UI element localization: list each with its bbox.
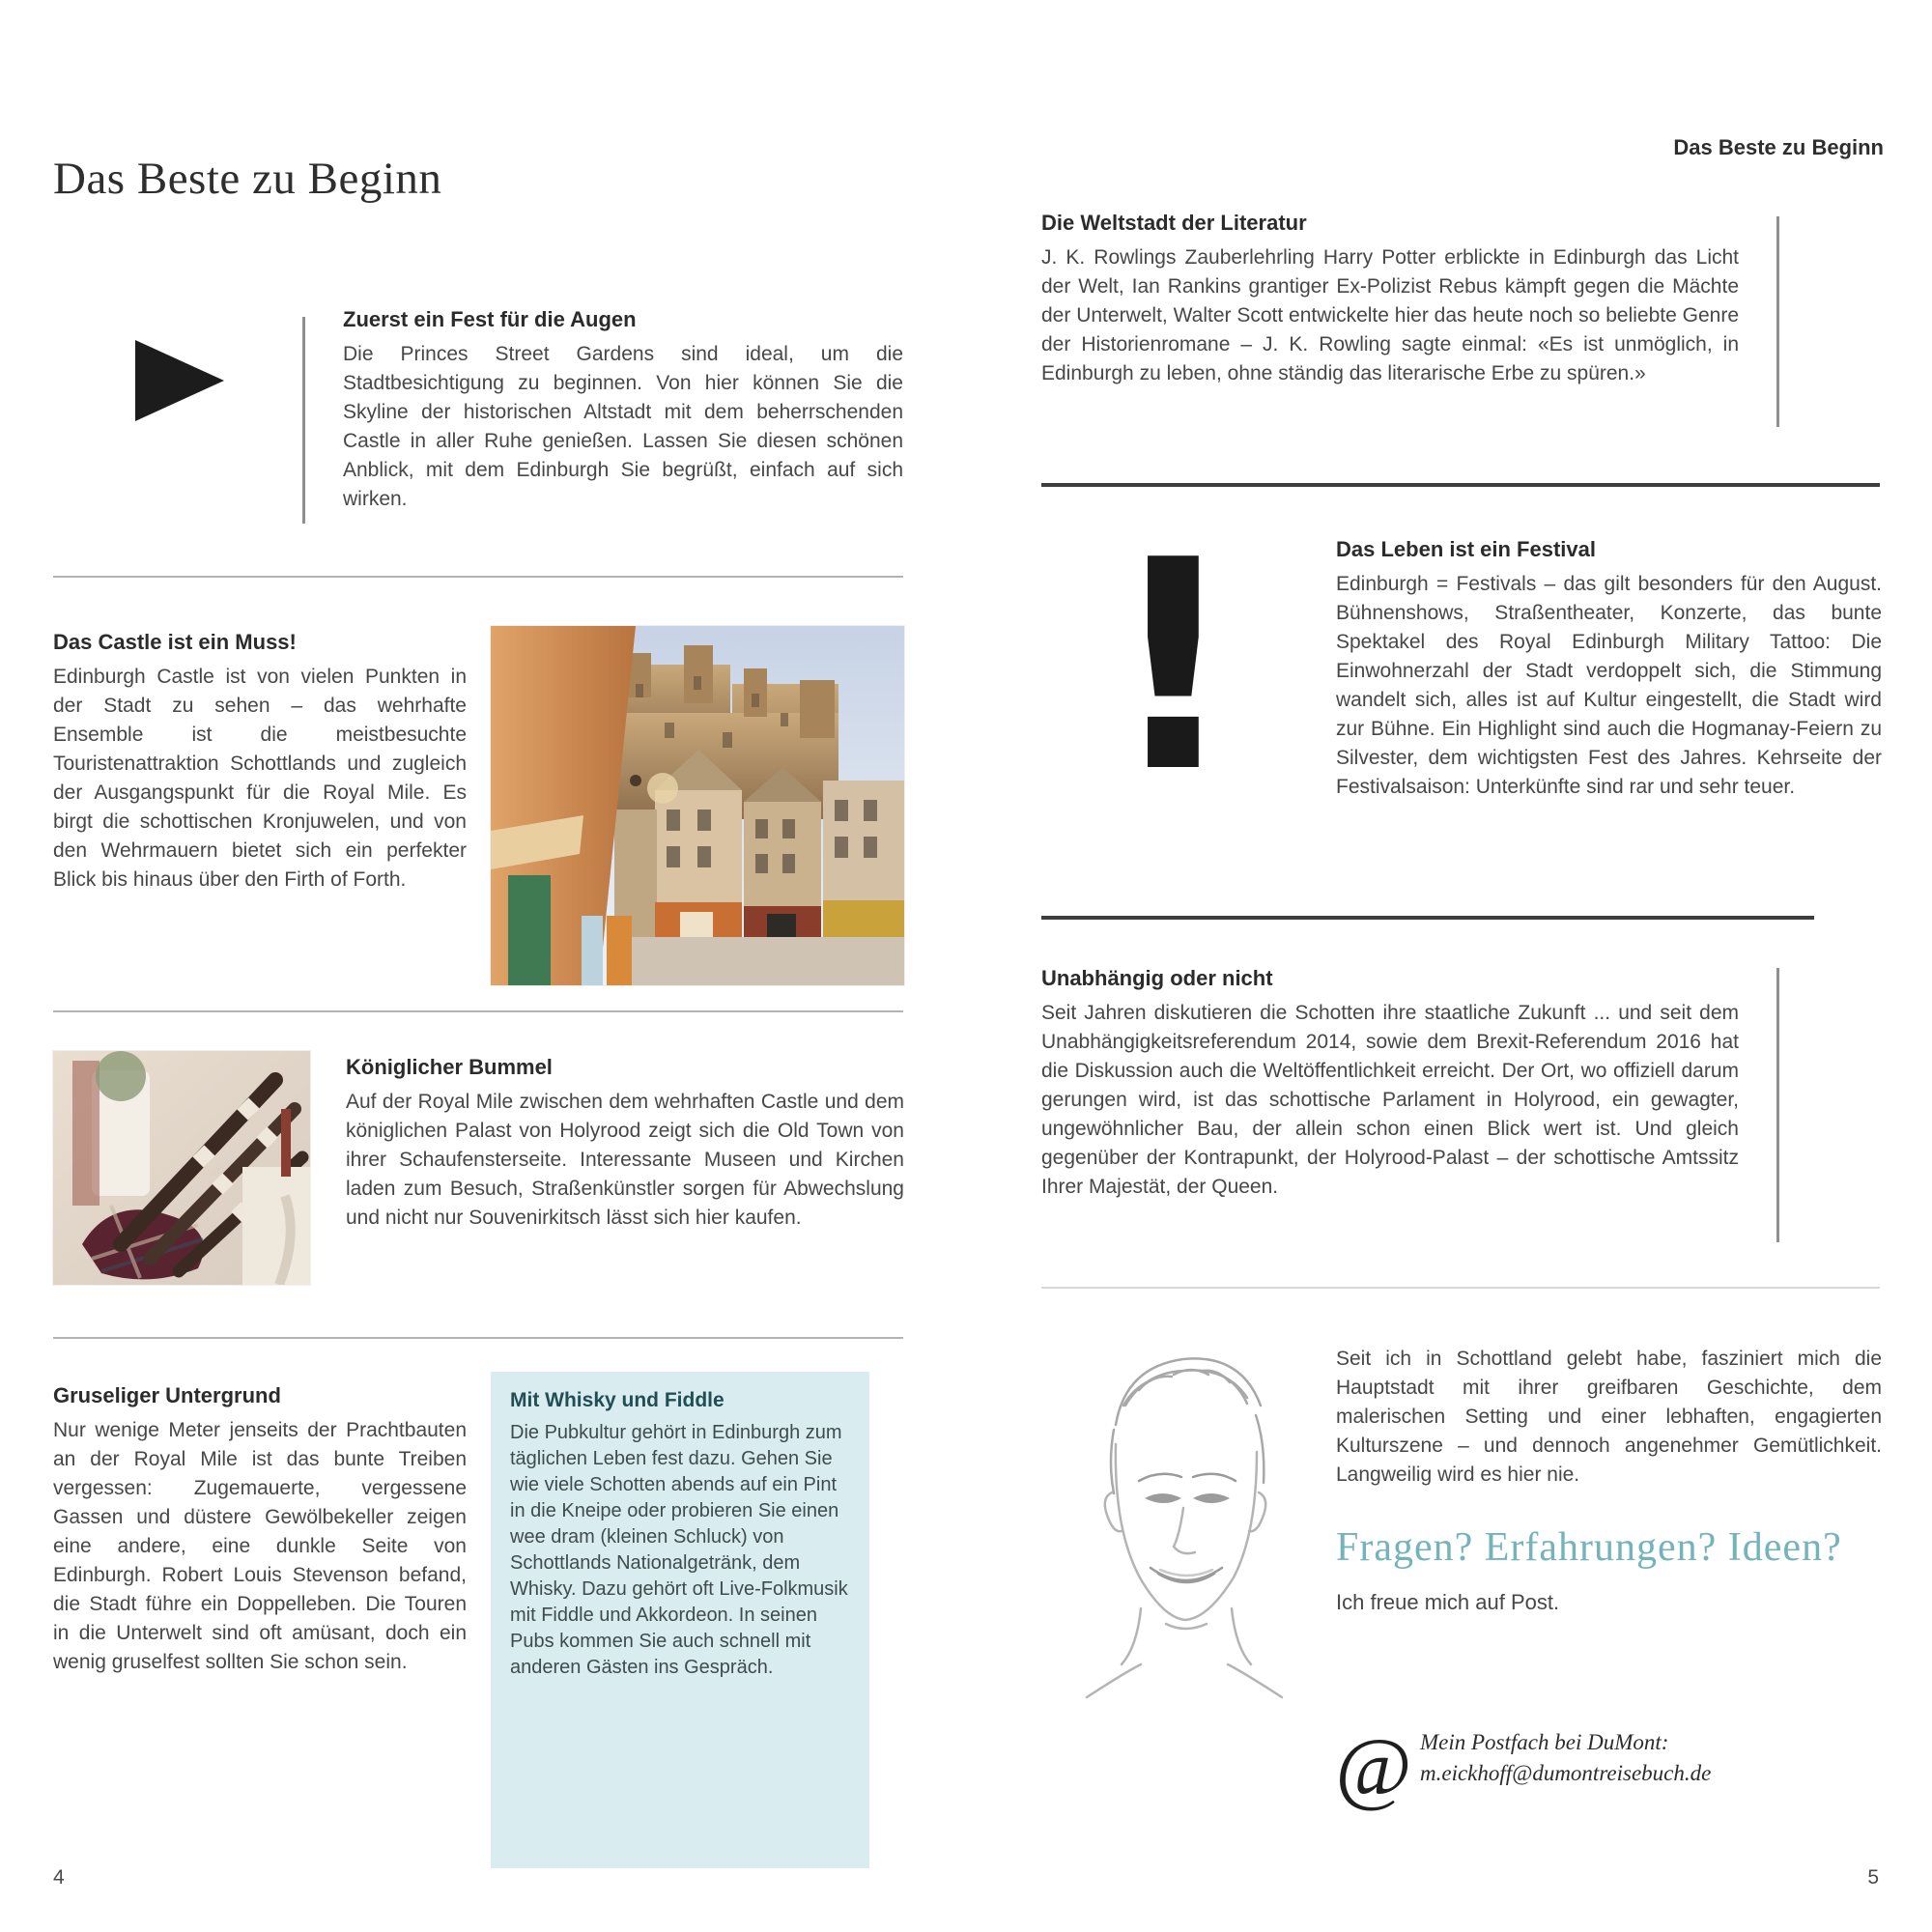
section-heading-fest: Zuerst ein Fest für die Augen [343, 307, 637, 331]
section-heading-unabhaengig: Unabhängig oder nicht [1041, 966, 1273, 990]
running-head: Das Beste zu Beginn [1673, 135, 1884, 159]
infobox-body: Die Pubkultur gehört in Edinburgh zum täglichen Leben fest dazu. Gehen Sie wie viele Schotten abends auf ein Pint in die Kneipe oder probieren Sie einen wee dram (kleinen Schluck) von Schottlands Nationalgetränk, dem Whisky. Dazu gehört oft Live-Folkmusik mit Fiddle und Akkordeon. In seinen Pubs kommen Sie auch schnell mit anderen Gästen ins Gespräch. [510, 1422, 848, 1678]
section-body-castle: Edinburgh Castle ist von vielen Punkten in der Stadt zu sehen – das wehrhafte Ensemble ist die meistbesuchte Touristenattraktion Schottlands und zugleich der Ausgangspunkt für die Royal Mile. Es birgt die schottischen Kronjuwelen, und von den Wehrmauern bietet sich ein perfekter Blick bis hinaus über den Firth of Forth. [53, 666, 467, 891]
exclamation-icon: ! [1107, 498, 1239, 836]
castle-street-photo [491, 626, 904, 985]
section-vertical-rule [302, 317, 305, 524]
infobox-heading: Mit Whisky und Fiddle [510, 1389, 724, 1411]
section-body-festival: Edinburgh = Festivals – das gilt besonders für den August. Bühnenshows, Straßentheater, Konzerte, das bunte Spektakel des Royal Edinburgh Military Tattoo: Die Einwohnerzahl der Stadt verdoppelt sich, die Stimmung wandelt sich, alles ist auf Kultur eingestellt, die Stadt wird zur Bühne. Ein Highlight sind auch die Hogmanay-Feiern zu Silvester, dem wichtigsten Fest des Jahres. Kehrseite der Festivalsaison: Unterkünfte sind rar und sehr teuer. [1336, 573, 1882, 798]
divider-rule [53, 576, 903, 578]
mail-block [1420, 1727, 1884, 1789]
section-heading-bummel: Königlicher Bummel [346, 1055, 553, 1079]
section-body-fest: Die Princes Street Gardens sind ideal, um die Stadtbesichtigung zu beginnen. Von hier können Sie die Skyline der historischen Altstadt mit dem beherrschenden Castle in aller Ruhe genießen. Lassen Sie diesen schönen Anblick, mit dem Edinburgh Sie begrüßt, einfach auf sich wirken. [343, 343, 903, 510]
author-statement: Seit ich in Schottland gelebt habe, fasziniert mich die Hauptstadt mit ihrer greifbaren Geschichte, dem malerischen Setting und einer lebhaften, engagierten Kulturszene – und dennoch angenehmer Gemütlichkeit. Langweilig wird es hier nie. [1336, 1348, 1882, 1486]
section-vertical-rule [1776, 968, 1779, 1242]
section-body-literatur: J. K. Rowlings Zauberlehrling Harry Potter erblickte in Edinburgh das Licht der Welt, Ian Rankins grantiger Ex-Polizist Rebus kämpft gegen die Mächte der Unterwelt, Walter Scott entwickelte hier das heute noch so beliebte Genre der Historienromane – J. K. Rowling sagte einmal: «Es ist unmöglich, in Edinburgh zu leben, ohne ständig das literarische Erbe zu spüren.» [1041, 246, 1739, 384]
page-title: Das Beste zu Beginn [53, 154, 442, 204]
section-body-untergrund: Nur wenige Meter jenseits der Prachtbauten an der Royal Mile ist das bunte Treiben vergessen: Zugemauerte, vergessene Gassen und düstere Gewölbekeller zeigen eine andere, eine dunkle Seite von Edinburgh. Robert Louis Stevenson befand, die Stadt führe ein Doppelleben. Die Touren in die Unterwelt sind oft amüsant, doch ein wenig gruselfest sollten Sie schon sein. [53, 1419, 467, 1673]
whisky-info-box [491, 1372, 869, 1868]
section-vertical-rule [1776, 216, 1779, 427]
divider-rule-faint [1041, 1287, 1880, 1289]
cta-subtext: Ich freue mich auf Post. [1336, 1590, 1560, 1614]
section-body-unabhaengig: Seit Jahren diskutieren die Schotten ihre staatliche Zukunft ... und seit dem Unabhängigkeitsreferendum 2014, sowie dem Brexit-Referendum 2016 hat die Diskussion auch die Weltöffentlichkeit erreicht. Der Ort, wo offiziell darum gerungen wird, ist das schottische Parlament in Holyrood, ein gewagter, ungewöhnlicher Bau, der allein schon einen Blick wert ist. Und gleich gegenüber der Kontrapunkt, der Holyrood-Palast – der schottische Amtssitz Ihrer Majestät, der Queen. [1041, 1002, 1739, 1198]
page-number-right: 5 [1867, 1866, 1879, 1889]
at-icon: @ [1335, 1720, 1412, 1813]
cta-heading: Fragen? Erfahrungen? Ideen? [1336, 1525, 1842, 1570]
section-heading-castle: Das Castle ist ein Muss! [53, 630, 297, 654]
bagpiper-photo [53, 1051, 310, 1285]
pointer-triangle-icon [135, 340, 224, 421]
divider-rule-dark [1041, 483, 1880, 487]
page-number-left: 4 [53, 1866, 65, 1889]
section-heading-untergrund: Gruseliger Untergrund [53, 1383, 281, 1407]
section-body-bummel: Auf der Royal Mile zwischen dem wehrhaften Castle und dem königlichen Palast von Holyrood zeigt sich die Old Town von ihrer Schaufensterseite. Interessante Museen und Kirchen laden zum Besuch, Straßenkünstler sorgen für Abwechslung und nicht nur Souvenirkitsch lässt sich hier kaufen. [346, 1091, 904, 1229]
divider-rule [53, 1337, 903, 1339]
author-portrait-sketch [1058, 1338, 1311, 1705]
mail-address[interactable]: m.eickhoff@dumontreisebuch.de [1420, 1761, 1712, 1785]
mail-label: Mein Postfach bei DuMont: [1420, 1730, 1669, 1754]
section-heading-festival: Das Leben ist ein Festival [1336, 537, 1596, 561]
divider-rule-dark [1041, 916, 1814, 920]
section-heading-literatur: Die Weltstadt der Literatur [1041, 211, 1307, 235]
divider-rule [53, 1010, 903, 1012]
